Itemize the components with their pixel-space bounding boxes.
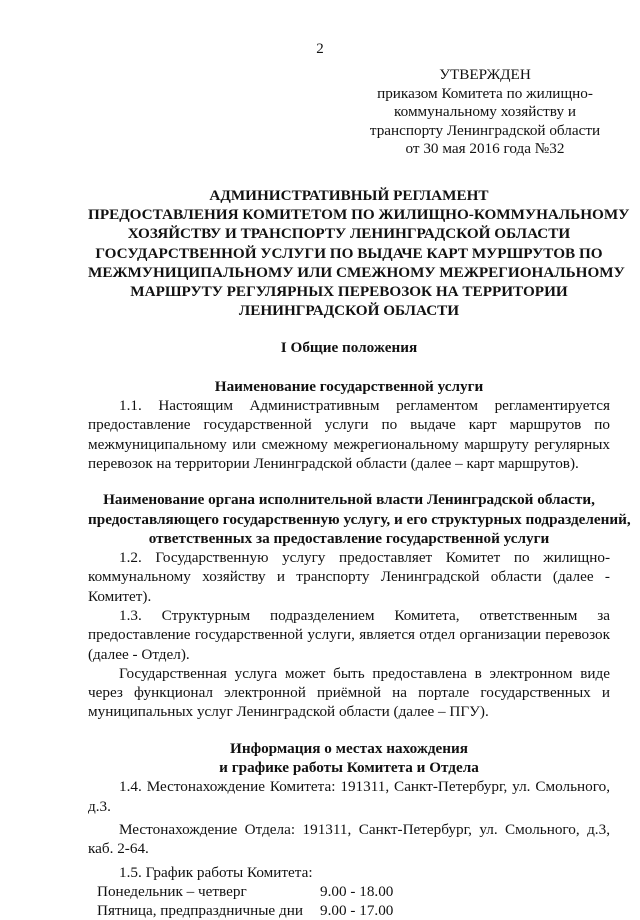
approval-line: транспорту Ленинградской области	[369, 121, 601, 139]
subsection-heading	[88, 490, 631, 548]
subsection-heading	[88, 739, 610, 778]
paragraph-1-2: 1.2. Государственную услугу предоставляет Комитет по жилищно-коммунальному хозяйству и транспорту Ленинградской области (далее - Комитет).	[88, 549, 610, 605]
approval-line: от 30 мая 2016 года №32	[405, 140, 565, 158]
subsection-heading-line: Наименование органа исполнительной власти Ленинградской области,	[103, 491, 595, 509]
schedule-time: 9.00 - 18.00	[320, 882, 394, 900]
paragraph-1-4: 1.4. Местонахождение Комитета: 191311, Санкт-Петербург, ул. Смольного, д.3.	[88, 778, 610, 815]
title-line: ЛЕНИНГРАДСКОЙ ОБЛАСТИ	[238, 302, 460, 320]
approval-stamp	[320, 66, 640, 159]
document-body	[88, 186, 631, 920]
page-number: 2	[316, 41, 324, 57]
paragraph-department-location: Местонахождение Отдела: 191311, Санкт-Петербург, ул. Смольного, д.3, каб. 2-64.	[88, 820, 610, 858]
schedule-heading: 1.5. График работы Комитета:	[119, 863, 313, 881]
title-line: АДМИНИСТРАТИВНЫЙ РЕГЛАМЕНТ	[209, 187, 489, 204]
schedule-row	[88, 901, 610, 920]
title-line: ПРЕДОСТАВЛЕНИЯ КОМИТЕТОМ ПО ЖИЛИЩНО-КОММУНАЛЬНОМУ	[88, 206, 630, 224]
approval-line: УТВЕРЖДЕН	[439, 66, 531, 83]
approval-line: приказом Комитета по жилищно-	[377, 84, 593, 102]
document-title	[88, 186, 630, 320]
subsection-heading-line: и графике работы Комитета и Отдела	[219, 759, 479, 777]
schedule-time: 9.00 - 17.00	[320, 902, 394, 920]
schedule-row	[88, 882, 610, 901]
section-heading: I Общие положения	[280, 339, 418, 357]
paragraph-1-1: 1.1. Настоящим Административным регламентом регламентируется предоставление государственной услуги по выдаче карт маршрутов по межмуниципальному или смежному межрегиональному маршруту регулярных перевозок на территории Ленинградской области (далее – карт маршрутов).	[88, 397, 610, 472]
title-line: ХОЗЯЙСТВУ И ТРАНСПОРТУ ЛЕНИНГРАДСКОЙ ОБЛАСТИ	[127, 225, 571, 243]
paragraph-1-3: 1.3. Структурным подразделением Комитета, ответственным за предоставление государственной услуги, является отдел организации перевозок (далее - Отдел).	[88, 606, 610, 663]
schedule-days: Понедельник – четверг	[97, 882, 247, 900]
subsection-heading-line: предоставляющего государственную услугу, и его структурных подразделений,	[88, 510, 631, 528]
subsection-heading-line: ответственных за предоставление государственной услуги	[148, 529, 550, 547]
schedule-days: Пятница, предпраздничные дни	[97, 902, 303, 920]
subsection-heading-line: Информация о местах нахождения	[230, 739, 468, 757]
approval-line: коммунальному хозяйству и	[394, 103, 576, 121]
paragraph-electronic: Государственная услуга может быть предоставлена в электронном виде через функционал электронной приёмной на портале государственных и муниципальных услуг Ленинградской области (далее – ПГУ).	[88, 664, 610, 721]
subsection-heading	[88, 377, 610, 396]
subsection-heading-line: Наименование государственной услуги	[214, 377, 484, 395]
title-line: ГОСУДАРСТВЕННОЙ УСЛУГИ ПО ВЫДАЧЕ КАРТ МУРШРУТОВ ПО	[95, 244, 603, 262]
title-line: МАРШРУТУ РЕГУЛЯРНЫХ ПЕРЕВОЗОК НА ТЕРРИТОРИИ	[130, 283, 568, 301]
title-line: МЕЖМУНИЦИПАЛЬНОМУ ИЛИ СМЕЖНОМУ МЕЖРЕГИОНАЛЬНОМУ	[88, 263, 625, 281]
